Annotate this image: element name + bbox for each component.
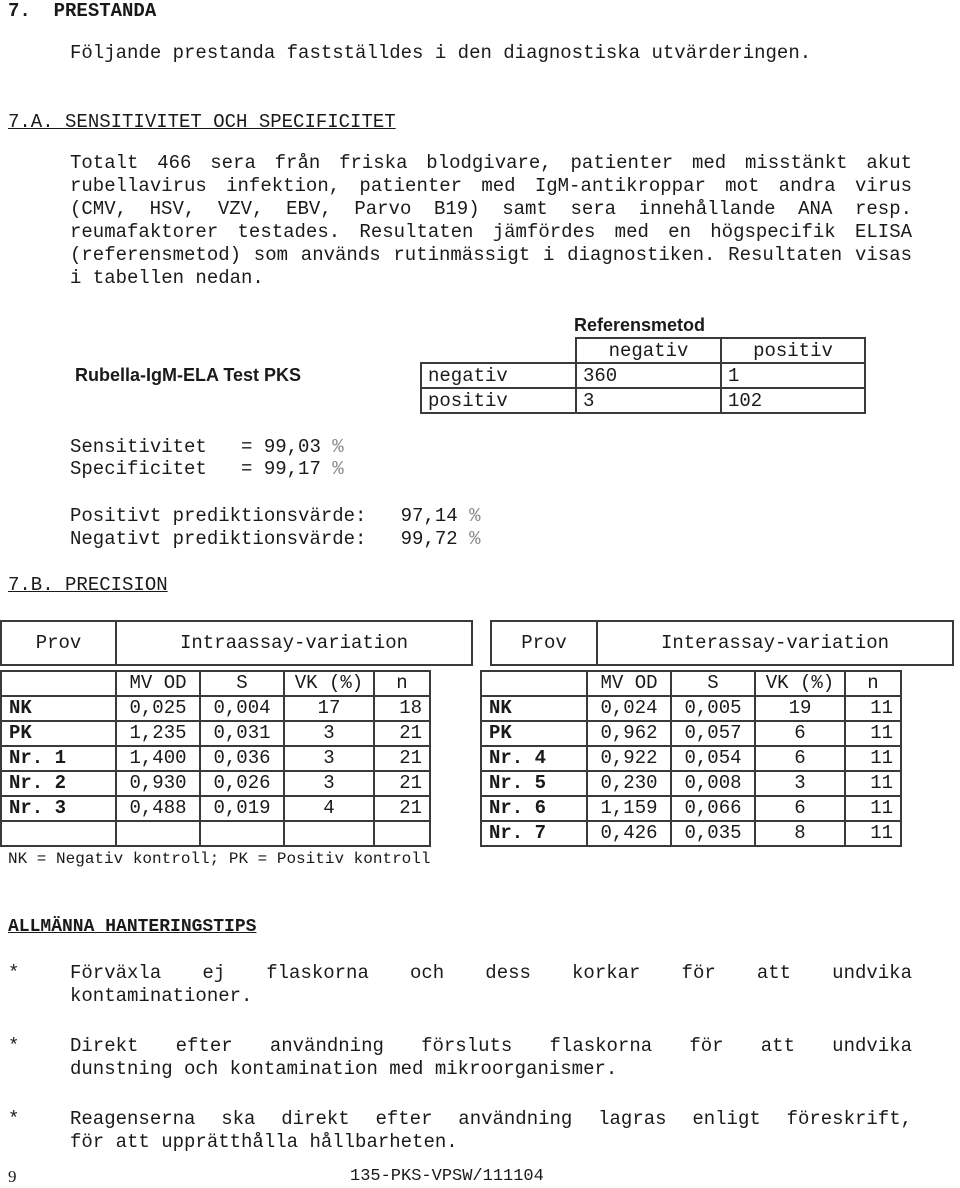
cell-vk: 19 <box>755 696 845 721</box>
ref-cell: 102 <box>721 388 865 413</box>
table-row <box>1 746 430 771</box>
cell-vk: 6 <box>755 796 845 821</box>
cell-mv: 0,426 <box>587 821 671 846</box>
cell-mv: 0,024 <box>587 696 671 721</box>
cell-vk: 6 <box>755 721 845 746</box>
cell-vk: 17 <box>284 696 374 721</box>
bullet-icon: * <box>8 962 20 984</box>
ref-cell: 3 <box>576 388 721 413</box>
ref-col-negativ: negativ <box>576 338 721 363</box>
bullet-icon: * <box>8 1035 20 1057</box>
cell-n: 11 <box>845 746 901 771</box>
percent-sign: % <box>332 436 344 458</box>
cell-n: 21 <box>374 746 430 771</box>
cell-mv: 0,488 <box>116 796 200 821</box>
tip-item: Förväxla ej flaskorna och dess korkar för att undvika kontaminationer. <box>70 962 912 1007</box>
cell-mv: 1,400 <box>116 746 200 771</box>
precision-header <box>0 620 954 666</box>
cell-mv: 0,930 <box>116 771 200 796</box>
cell-n: 21 <box>374 771 430 796</box>
cell-n: 18 <box>374 696 430 721</box>
table-row <box>481 771 901 796</box>
intraassay-table <box>0 670 431 847</box>
row-label: Nr. 2 <box>1 771 116 796</box>
row-label: Nr. 1 <box>1 746 116 771</box>
row-label: NK <box>481 696 587 721</box>
row-label: Nr. 3 <box>1 796 116 821</box>
row-label: Nr. 5 <box>481 771 587 796</box>
cell-s: 0,036 <box>200 746 284 771</box>
table-row <box>481 721 901 746</box>
tips-heading: ALLMÄNNA HANTERINGSTIPS <box>8 917 257 937</box>
ref-cell: 1 <box>721 363 865 388</box>
tip-item: Direkt efter användning försluts flaskorna för att undvika dunstning och kontamination med mikroorganismer. <box>70 1035 912 1080</box>
col-n: n <box>374 671 430 696</box>
table-row <box>481 696 901 721</box>
page-number: 9 <box>8 1167 17 1186</box>
header-prov-right: Prov <box>491 621 597 665</box>
percent-sign: % <box>469 505 481 527</box>
sensitivity-value: Sensitivitet = 99,03 % <box>70 436 344 458</box>
cell-mv: 1,235 <box>116 721 200 746</box>
col-s: S <box>200 671 284 696</box>
table-row <box>1 721 430 746</box>
table-row <box>1 821 430 846</box>
col-vk: VK (%) <box>284 671 374 696</box>
specificity-value: Specificitet = 99,17 % <box>70 458 344 480</box>
ref-col-positiv: positiv <box>721 338 865 363</box>
col-vk: VK (%) <box>755 671 845 696</box>
row-label: PK <box>481 721 587 746</box>
cell-n: 11 <box>845 821 901 846</box>
table-row <box>481 821 901 846</box>
percent-sign: % <box>332 458 344 480</box>
reference-method-title: Referensmetod <box>574 315 706 335</box>
row-label: Nr. 6 <box>481 796 587 821</box>
intro-text: Följande prestanda fastställdes i den diagnostiska utvärderingen. <box>70 42 812 64</box>
cell-s: 0,057 <box>671 721 755 746</box>
ref-row-label: positiv <box>421 388 576 413</box>
cell-vk: 3 <box>284 721 374 746</box>
cell-s: 0,004 <box>200 696 284 721</box>
table-row <box>481 796 901 821</box>
cell-mv: 0,025 <box>116 696 200 721</box>
cell-vk: 3 <box>284 746 374 771</box>
cell-n: 21 <box>374 721 430 746</box>
row-label: Nr. 4 <box>481 746 587 771</box>
table-row <box>481 746 901 771</box>
cell-n: 11 <box>845 696 901 721</box>
bullet-icon: * <box>8 1108 20 1130</box>
cell-vk: 8 <box>755 821 845 846</box>
col-s: S <box>671 671 755 696</box>
cell-s: 0,005 <box>671 696 755 721</box>
cell-vk: 6 <box>755 746 845 771</box>
cell-vk: 3 <box>755 771 845 796</box>
document-code: 135-PKS-VPSW/111104 <box>350 1167 544 1186</box>
cell-mv: 1,159 <box>587 796 671 821</box>
table-row <box>1 771 430 796</box>
col-n: n <box>845 671 901 696</box>
cell-s: 0,054 <box>671 746 755 771</box>
cell-mv: 0,922 <box>587 746 671 771</box>
header-intraassay: Intraassay-variation <box>116 621 472 665</box>
cell-s: 0,031 <box>200 721 284 746</box>
table-row <box>1 796 430 821</box>
section-heading-sensitivitet: 7.A. SENSITIVITET OCH SPECIFICITET <box>8 111 396 133</box>
header-interassay: Interassay-variation <box>597 621 953 665</box>
percent-sign: % <box>469 528 481 550</box>
test-label: Rubella-IgM-ELA Test PKS <box>75 365 302 385</box>
ref-row-label: negativ <box>421 363 576 388</box>
cell-vk: 3 <box>284 771 374 796</box>
cell-n: 11 <box>845 796 901 821</box>
reference-table <box>420 337 866 414</box>
section-heading-precision: 7.B. PRECISION <box>8 574 168 596</box>
precision-footnote: NK = Negativ kontroll; PK = Positiv kontroll <box>8 850 431 868</box>
table-row <box>1 696 430 721</box>
cell-mv: 0,230 <box>587 771 671 796</box>
row-label: PK <box>1 721 116 746</box>
cell-vk: 4 <box>284 796 374 821</box>
npv-value: Negativt prediktionsvärde: 99,72 % <box>70 528 481 550</box>
cell-n: 11 <box>845 771 901 796</box>
col-mv-od: MV OD <box>116 671 200 696</box>
ref-cell: 360 <box>576 363 721 388</box>
ppv-value: Positivt prediktionsvärde: 97,14 % <box>70 505 481 527</box>
cell-s: 0,035 <box>671 821 755 846</box>
cell-n: 11 <box>845 721 901 746</box>
cell-s: 0,026 <box>200 771 284 796</box>
row-label: Nr. 7 <box>481 821 587 846</box>
cell-mv: 0,962 <box>587 721 671 746</box>
header-prov-left: Prov <box>1 621 116 665</box>
cell-s: 0,066 <box>671 796 755 821</box>
row-label: NK <box>1 696 116 721</box>
cell-n: 21 <box>374 796 430 821</box>
sensitivity-paragraph: Totalt 466 sera från friska blodgivare, patienter med misstänkt akut rubellavirus infektion, patienter med IgM-antikroppar mot andra virus (CMV, HSV, VZV, EBV, Parvo B19) samt sera innehållande ANA resp. reumafaktorer testades. Resultaten jämfördes med en högspecifik ELISA (referensmetod) som används rutinmässigt i diagnostiken. Resultaten visas i tabellen nedan. <box>70 152 912 289</box>
cell-s: 0,008 <box>671 771 755 796</box>
section-heading-prestanda: 7. PRESTANDA <box>8 0 157 22</box>
interassay-table <box>480 670 902 847</box>
cell-s: 0,019 <box>200 796 284 821</box>
col-mv-od: MV OD <box>587 671 671 696</box>
tip-item: Reagenserna ska direkt efter användning lagras enligt föreskrift, för att upprätthålla hållbarheten. <box>70 1108 912 1153</box>
